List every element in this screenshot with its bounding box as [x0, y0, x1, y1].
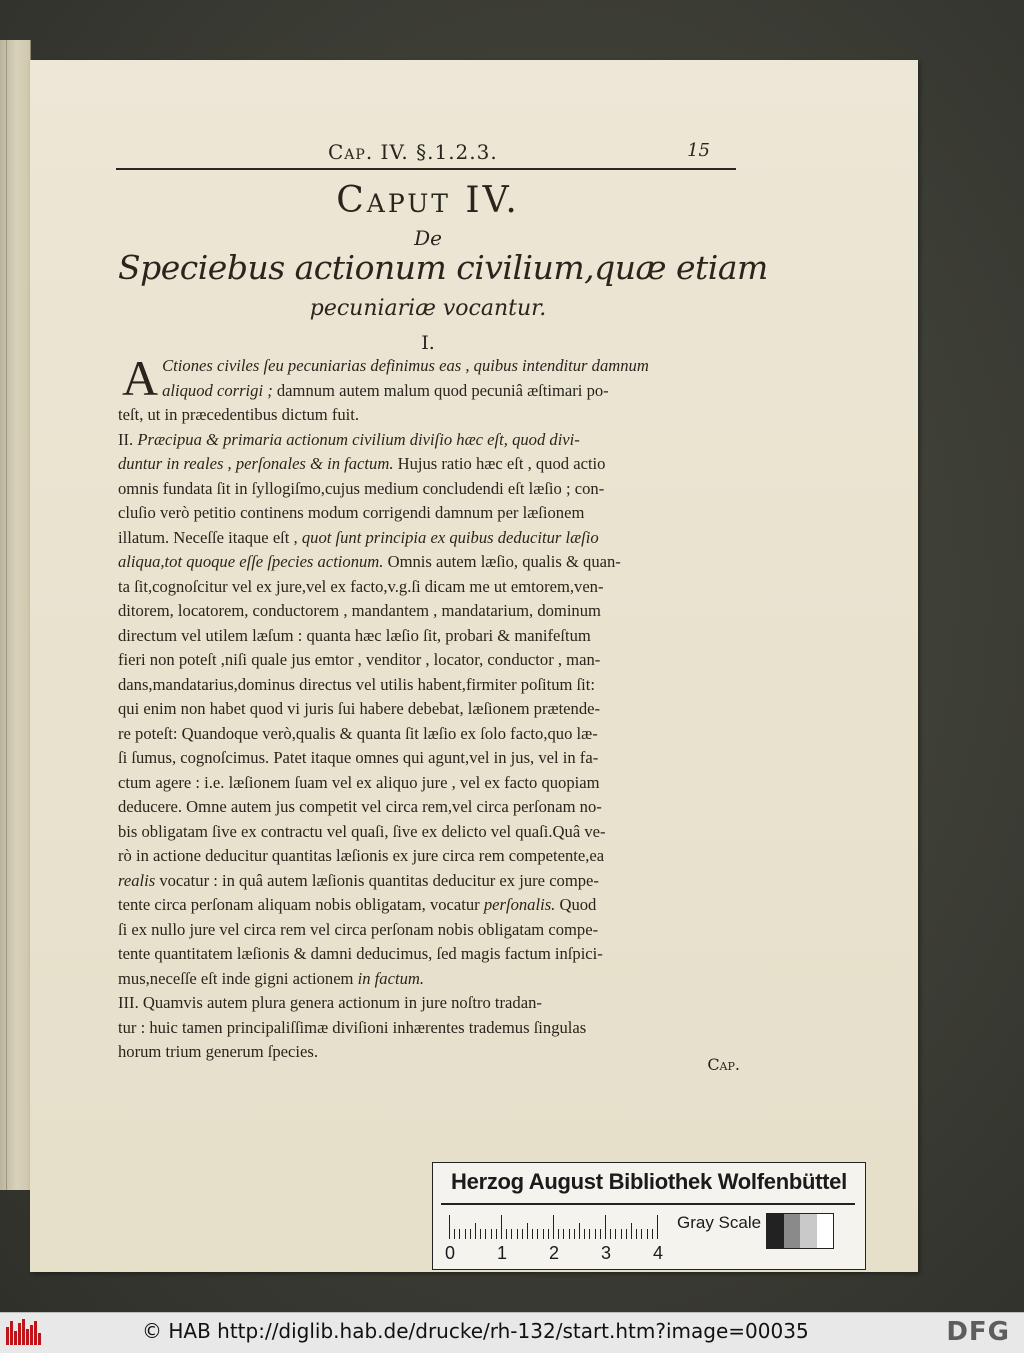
logo-bar — [18, 1323, 21, 1345]
ruler-tick — [522, 1229, 523, 1239]
ruler-tick — [496, 1229, 497, 1239]
text-line — [118, 722, 744, 747]
ruler-tick — [631, 1223, 632, 1239]
roman-text: horum trium generum ſpecies. — [118, 1042, 318, 1061]
footer-bar — [0, 1312, 1024, 1353]
roman-text: illatum. Neceſſe itaque eſt , — [118, 527, 302, 547]
roman-text: deducere. Omne autem jus competit vel circa rem,vel circa perſonam no- — [118, 797, 602, 816]
roman-text: omnis fundata ſit in ſyllogiſmo,cujus medium concludendi eſt læſio ; con- — [118, 478, 605, 498]
ruler-tick — [543, 1229, 544, 1239]
ruler-tick — [491, 1229, 492, 1239]
ruler-tick — [589, 1229, 590, 1239]
roman-text: teſt, ut in præcedentibus dictum fuit. — [118, 405, 360, 424]
text-line — [118, 648, 744, 673]
text-line — [118, 869, 744, 894]
italic-text: quot ſunt principia ex quibus deducitur læſio — [301, 527, 599, 547]
ruler-tick — [553, 1215, 554, 1239]
italic-text: realis — [118, 870, 156, 890]
italic-text: aliquod corrigi ; — [162, 380, 273, 400]
chapter-subtitle-line-2: pecuniariæ vocantur. — [309, 296, 547, 321]
logo-bar — [22, 1319, 25, 1345]
body-text — [118, 350, 744, 1065]
roman-text: rò in actione deducitur quantitas læſionis ex jure circa rem competente,ea — [118, 846, 605, 865]
roman-text: tur : huic tamen principaliſſimæ diviſioni inhærentes trademus ſingulas — [118, 1017, 587, 1037]
ruler-tick — [511, 1229, 512, 1239]
dfg-logo: DFG — [946, 1317, 1010, 1347]
text-line — [118, 575, 744, 600]
text-line — [118, 697, 744, 722]
text-line — [118, 428, 744, 453]
text-line — [118, 893, 744, 918]
roman-text: vocatur : in quâ autem læſionis quantitas deducitur ex jure compe- — [155, 870, 599, 890]
ruler-tick — [527, 1223, 528, 1239]
ruler-tick — [615, 1229, 616, 1239]
roman-text: II. — [118, 429, 138, 449]
text-line — [118, 673, 744, 698]
text-line — [118, 599, 744, 624]
ruler-tick — [595, 1229, 596, 1239]
roman-text: ctum agere : i.e. læſionem ſuam vel ex aliquo jure , vel ex facto quopiam — [118, 772, 600, 792]
logo-bar — [38, 1333, 41, 1345]
label-divider — [441, 1203, 855, 1205]
ruler-tick — [558, 1229, 559, 1239]
logo-bar — [10, 1321, 13, 1345]
ruler-tick — [569, 1229, 570, 1239]
roman-text: tente circa perſonam aliquam nobis obligatam, vocatur — [118, 895, 484, 914]
roman-text: Hujus ratio hæc eſt , quod actio — [393, 454, 606, 473]
logo-bar — [6, 1327, 9, 1345]
previous-page-edge — [0, 40, 31, 1190]
ruler-tick — [485, 1229, 486, 1239]
italic-text: in factum. — [357, 968, 424, 988]
ruler-number: 1 — [497, 1243, 508, 1263]
chapter-de: De — [414, 226, 442, 250]
roman-text: fieri non poteſt ,niſi quale jus emtor , venditor , locator, conductor , man- — [118, 650, 601, 669]
library-name: Herzog August Bibliothek Wolfenbüttel — [451, 1169, 847, 1194]
ruler-tick — [584, 1229, 585, 1239]
italic-text: perſonalis. — [483, 895, 556, 914]
hab-color-target-label — [432, 1162, 866, 1270]
book-page — [30, 60, 918, 1272]
roman-text: Omnis autem læſio, qualis & quan- — [383, 552, 621, 571]
roman-text: tente quantitatem læſionis & damni deducimus, ſed magis factum inſpici- — [118, 944, 603, 963]
ruler-tick — [532, 1229, 533, 1239]
ruler-tick — [563, 1229, 564, 1239]
catchword: Cap. — [707, 1055, 740, 1074]
ruler-tick — [652, 1229, 653, 1239]
text-line — [118, 1040, 744, 1065]
ruler-tick — [537, 1229, 538, 1239]
ruler-tick — [600, 1229, 601, 1239]
text-line — [118, 820, 744, 845]
ruler-tick — [470, 1229, 471, 1239]
text-line — [118, 991, 744, 1016]
page-number: 15 — [687, 140, 710, 161]
italic-text: Ctiones civiles ſeu pecuniarias definimus eas , quibus intenditur damnum — [162, 356, 649, 375]
ruler-tick — [610, 1229, 611, 1239]
text-line — [118, 1016, 744, 1041]
roman-text: cluſio verò petitio continens modum corrigendi damnum per læſionem — [118, 503, 585, 522]
running-head — [118, 138, 738, 166]
roman-text: III. Quamvis autem plura genera actionum in jure noſtro tradan- — [118, 993, 542, 1012]
ruler-number: 3 — [601, 1243, 612, 1263]
ruler-number: 2 — [549, 1243, 560, 1263]
ruler-tick — [454, 1229, 455, 1239]
ruler-tick — [501, 1215, 502, 1239]
chapter-title: Caput IV. — [336, 180, 520, 221]
gray-scale-swatches — [766, 1213, 834, 1249]
ruler-tick — [636, 1229, 637, 1239]
roman-text: bis obligatam ſive ex contractu vel quaſi, ſive ex delicto vel quaſi.Quâ ve- — [118, 821, 606, 841]
text-line — [118, 403, 744, 428]
ruler-tick — [657, 1215, 658, 1239]
text-line — [118, 477, 744, 502]
text-line — [118, 844, 744, 869]
roman-text: ta ſit,cognoſcitur vel ex jure,vel ex facto,v.g.ſi dicam me ut emtorem,ven- — [118, 576, 604, 596]
ruler-tick — [517, 1229, 518, 1239]
gray-swatch — [800, 1214, 817, 1248]
ruler-number: 4 — [653, 1243, 664, 1263]
gray-swatch — [784, 1214, 801, 1248]
logo-bar — [14, 1331, 17, 1345]
section-number: I. — [421, 332, 435, 354]
ruler-tick — [465, 1229, 466, 1239]
roman-text: dans,mandatarius,dominus directus vel utilis habent,firmiter poſitum ſit: — [118, 674, 595, 694]
ruler-tick — [475, 1223, 476, 1239]
ruler-tick — [506, 1229, 507, 1239]
text-line — [118, 501, 744, 526]
ruler-tick — [626, 1229, 627, 1239]
text-line — [118, 624, 744, 649]
running-head-title: Cap. IV. §.1.2.3. — [328, 140, 498, 164]
text-line — [118, 942, 744, 967]
ruler-tick — [574, 1229, 575, 1239]
logo-bar — [26, 1329, 29, 1345]
ruler-tick — [480, 1229, 481, 1239]
ruler-tick — [449, 1215, 450, 1239]
ruler-tick — [641, 1229, 642, 1239]
text-line — [118, 526, 744, 551]
roman-text: Quod — [555, 895, 597, 914]
text-line — [118, 746, 744, 771]
ruler-tick — [647, 1229, 648, 1239]
text-line — [162, 379, 744, 404]
text-line — [118, 967, 744, 992]
roman-text: re poteſt: Quandoque verò,qualis & quanta ſit læſio ex ſolo facto,quo læ- — [118, 723, 598, 743]
header-rule — [116, 168, 736, 170]
drop-cap: A — [122, 350, 159, 406]
ruler-tick — [605, 1215, 606, 1239]
text-line — [118, 452, 744, 477]
ruler-tick — [548, 1229, 549, 1239]
footer-copyright-link[interactable]: © HAB http://diglib.hab.de/drucke/rh-132/start.htm?image=00035 — [142, 1319, 809, 1343]
text-line — [118, 550, 744, 575]
roman-text: ſi ex nullo jure vel circa rem vel circa perſonam nobis obligatam compe- — [118, 919, 599, 939]
italic-text: aliqua,tot quoque eſſe ſpecies actionum. — [118, 552, 384, 571]
roman-text: ſi ſumus, cognoſcimus. Patet itaque omnes qui agunt,vel in jus, vel in fa- — [118, 748, 599, 767]
ruler-tick — [621, 1229, 622, 1239]
roman-text: damnum autem malum quod pecuniâ æſtimari po- — [272, 380, 609, 400]
ruler-number: 0 — [445, 1243, 456, 1263]
chapter-subtitle-line-1: Speciebus actionum civilium,quæ etiam — [118, 248, 768, 287]
logo-bar — [30, 1325, 33, 1345]
ruler-tick — [459, 1229, 460, 1239]
text-line — [118, 771, 744, 796]
ruler-tick — [579, 1223, 580, 1239]
gray-scale-label: Gray Scale — [677, 1213, 762, 1232]
roman-text: qui enim non habet quod vi juris ſui habere debebat, læſionem prætende- — [118, 699, 601, 718]
gray-swatch — [767, 1214, 784, 1248]
cm-ruler — [449, 1215, 659, 1239]
italic-text: duntur in reales , perſonales & in factum. — [118, 454, 394, 473]
text-line — [118, 918, 744, 943]
hab-logo-icon — [6, 1319, 42, 1347]
roman-text: ditorem, locatorem, conductorem , mandantem , mandatarium, dominum — [118, 601, 601, 620]
italic-text: Præcipua & primaria actionum civilium diviſio hæc eſt, quod divi- — [137, 429, 580, 449]
logo-bar — [34, 1321, 37, 1345]
text-line — [118, 795, 744, 820]
roman-text: directum vel utilem læſum : quanta hæc læſio ſit, probari & manifeſtum — [118, 625, 591, 645]
roman-text: mus,neceſſe eſt inde gigni actionem — [118, 968, 358, 988]
gray-swatch — [817, 1214, 834, 1248]
